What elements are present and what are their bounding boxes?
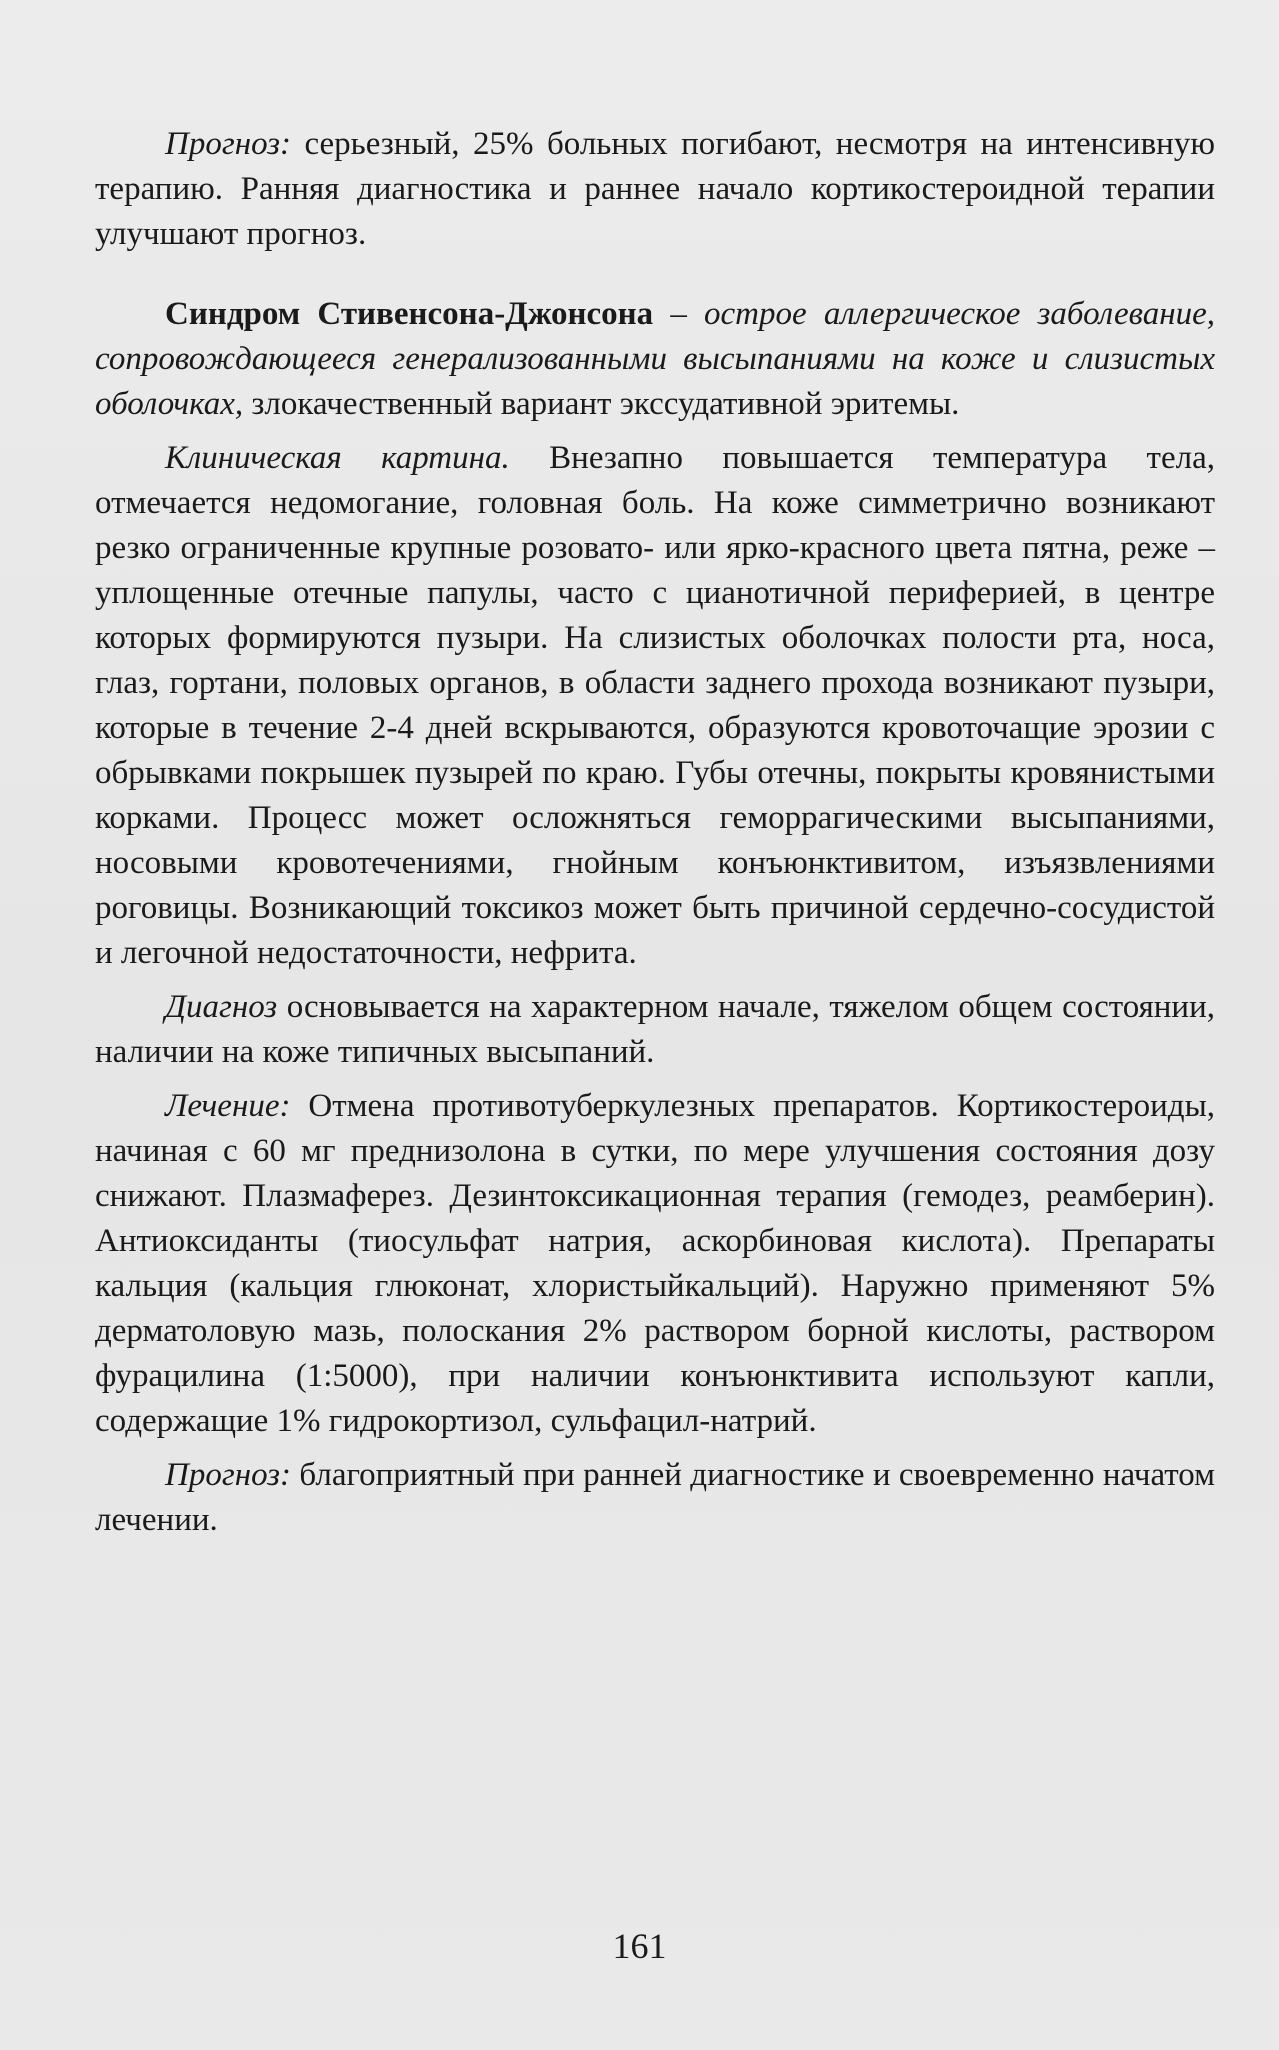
prognosis-text-1: серьезный, 25% больных погибают, несмотря на интенсивную терапию. Ранняя диагностика и раннее начало кортикостероидной терапии улучшают прогноз. xyxy=(95,126,1215,252)
prognosis-label-2: Прогноз: xyxy=(165,1457,292,1493)
prognosis-text-2: благоприятный при ранней диагностике и своевременно начатом лечении. xyxy=(95,1457,1215,1538)
diagnosis-text: основывается на характерном начале, тяжелом общем состоянии, наличии на коже типичных высыпаний. xyxy=(95,989,1215,1070)
clinical-picture-text: Внезапно повышается температура тела, отмечается недомогание, головная боль. На коже симметрично возникают резко ограниченные крупные розовато- или ярко-красного цвета пятна, реже – уплощенные отечные папулы, часто с цианотичной периферией, в центре которых формируются пузыри. На слизистых оболочках полости рта, носа, глаз, гортани, половых органов, в области заднего прохода возникают пузыри, которые в течение 2-4 дней вскрываются, образуются кровоточащие эрозии с обрывками покрышек пузырей по краю. Губы отечны, покрыты кровянистыми корками. Процесс может осложняться геморрагическими высыпаниями, носовыми кровотечениями, гнойным конъюнктивитом, изъязвлениями роговицы. Возникающий токсикоз может быть причиной сердечно-сосудистой и легочной недостаточности, нефрита. xyxy=(95,440,1215,971)
prognosis-paragraph-2 xyxy=(95,1453,1215,1543)
prognosis-label-1: Прогноз: xyxy=(165,126,292,162)
syndrome-definition: – острое аллергическое заболевание, сопровождающееся генерализованными высыпаниями на коже и слизистых оболочках, xyxy=(95,296,1215,422)
syndrome-definition-paragraph xyxy=(95,292,1215,427)
treatment-text: Отмена противотуберкулезных препаратов. Кортикостероиды, начиная с 60 мг преднизолона в сутки, по мере улучшения состояния дозу снижают. Плазмаферез. Дезинтоксикационная терапия (гемодез, реамберин). Антиоксиданты (тиосульфат натрия, аскорбиновая кислота). Препараты кальция (кальция глюконат, хлористыйкальций). Наружно применяют 5% дерматоловую мазь, полоскания 2% раствором борной кислоты, раствором фурацилина (1:5000), при наличии конъюнктивита используют капли, содержащие 1% гидрокортизол, сульфацил-натрий. xyxy=(95,1088,1215,1439)
clinical-picture-label: Клиническая картина. xyxy=(165,440,510,476)
page-body xyxy=(95,122,1215,1543)
syndrome-description: злокачественный вариант экссудативной эритемы. xyxy=(243,386,960,422)
treatment-paragraph xyxy=(95,1084,1215,1444)
page-number: 161 xyxy=(612,1926,667,1966)
diagnosis-label: Диагноз xyxy=(165,989,278,1025)
diagnosis-paragraph xyxy=(95,985,1215,1075)
prognosis-paragraph-1 xyxy=(95,122,1215,257)
clinical-picture-paragraph xyxy=(95,436,1215,976)
syndrome-term: Синдром Стивенсона-Джонсона xyxy=(165,296,654,332)
treatment-label: Лечение: xyxy=(165,1088,291,1124)
